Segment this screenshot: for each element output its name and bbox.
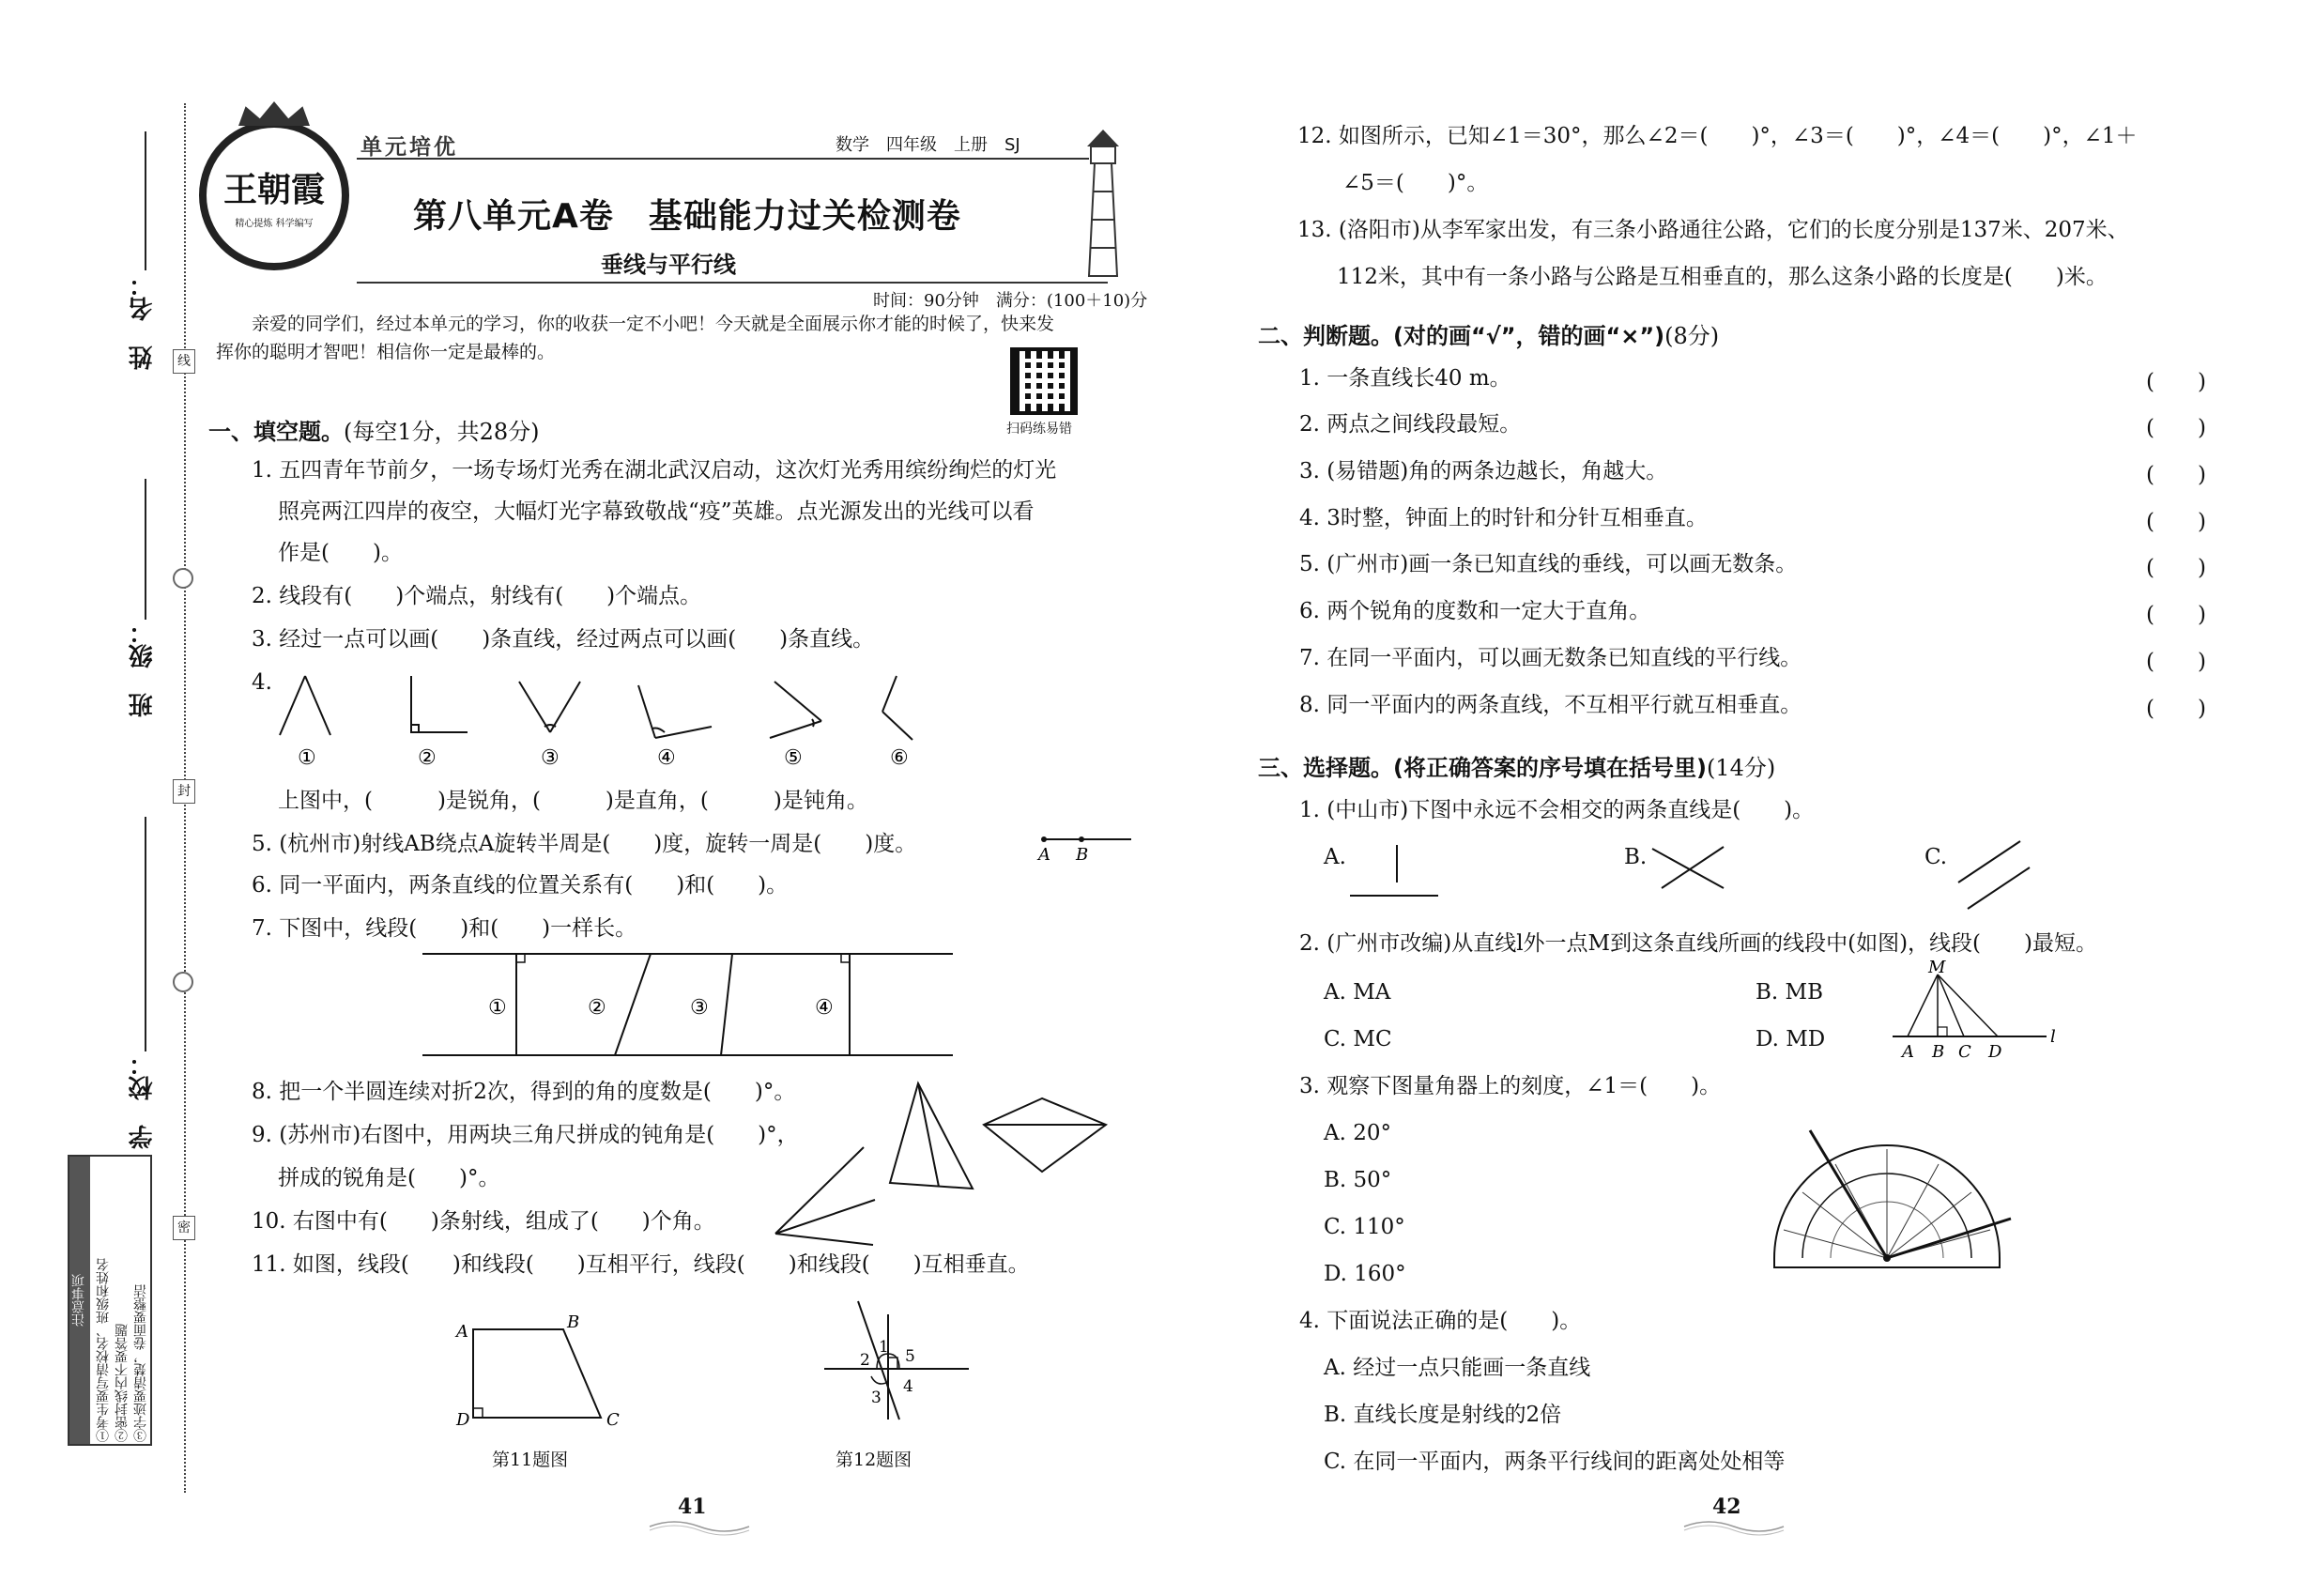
series-badge: 单元培优 (360, 135, 458, 160)
judge-answer-4[interactable]: ( ) (2146, 510, 2206, 534)
judge-5: 5. (广州市)画一条已知直线的垂线，可以画无数条。 (1299, 552, 1798, 576)
section-3-heading: 三、选择题。(将正确答案的序号填在括号里)(14分) (1258, 755, 1776, 781)
q7-label-3: ③ (690, 996, 709, 1020)
choice-2-line-l: l (2050, 1027, 2056, 1047)
page-42-ornament (1682, 1517, 1786, 1536)
judge-answer-5[interactable]: ( ) (2146, 556, 2206, 580)
q7[interactable]: 7. 下图中，线段( )和( )一样长。 (252, 916, 637, 941)
q5-point-b: B (1076, 845, 1089, 865)
judge-answer-3[interactable]: ( ) (2146, 463, 2206, 487)
choice-3-option-b[interactable]: B. 50° (1324, 1168, 1392, 1192)
choice-3-option-a[interactable]: A. 20° (1324, 1121, 1391, 1145)
seal-mark-3: 密 (173, 1216, 195, 1240)
fig12-num-1: 1 (879, 1338, 889, 1357)
protractor-figure (1765, 1136, 2009, 1277)
q7-label-2: ② (588, 996, 606, 1020)
q10-rays-figure (770, 1143, 958, 1256)
page-number-41: 41 (678, 1495, 707, 1519)
choice-2-option-a[interactable]: A. MA (1324, 980, 1391, 1005)
choice-2-figure (1887, 958, 2065, 1067)
choice-4-option-c[interactable]: C. 在同一平面内，两条平行线间的距离处处相等 (1324, 1450, 1786, 1474)
fig12-num-2: 2 (860, 1351, 870, 1370)
notice-item-3: ③字迹要清楚，卷面要整洁 (133, 1284, 148, 1442)
choice-1-option-a[interactable]: A. (1324, 845, 1346, 869)
q7-label-1: ① (488, 996, 507, 1020)
judge-answer-2[interactable]: ( ) (2146, 416, 2206, 440)
choice-1-figure-c (1953, 837, 2047, 913)
q13-line-2[interactable]: 112米，其中有一条小路与公路是互相垂直的，那么这条小路的长度是( )米。 (1337, 265, 2108, 289)
choice-1-figure-b (1648, 843, 1742, 899)
q9-line-2[interactable]: 拼成的锐角是( )°。 (278, 1166, 500, 1190)
q5-point-a: A (1038, 845, 1050, 865)
choice-2-option-b[interactable]: B. MB (1756, 980, 1823, 1005)
q7-label-4: ④ (815, 996, 834, 1020)
intro-line-2: 挥你的聪明才智吧！相信你一定是最棒的。 (216, 342, 556, 362)
judge-8: 8. 同一平面内的两条直线，不互相平行就互相垂直。 (1299, 693, 1802, 717)
choice-1-option-c[interactable]: C. (1924, 845, 1948, 869)
choice-3-option-c[interactable]: C. 110° (1324, 1215, 1405, 1239)
choice-3-option-d[interactable]: D. 160° (1324, 1262, 1406, 1286)
q4-angle-6 (882, 676, 912, 740)
q4-angle-5 (770, 682, 821, 738)
fig11-caption: 第11题图 (492, 1450, 569, 1470)
q4-label-5: ⑤ (784, 746, 803, 770)
q1-line-2: 照亮两江四岸的夜空，大幅灯光字幕致敬战“疫”英雄。点光源发出的光线可以看 (278, 499, 1035, 524)
choice-1-option-b[interactable]: B. (1624, 845, 1648, 869)
school-label: 学 校： (129, 1051, 157, 1149)
section-2-heading: 二、判断题。(对的画“√”，错的画“×”)(8分) (1258, 323, 1720, 349)
judge-2: 2. 两点之间线段最短。 (1299, 412, 1522, 437)
intro-line-1: 亲爱的同学们，经过本单元的学习，你的收获一定不小吧！今天就是全面展示你才能的时候了，快来发 (252, 314, 1055, 334)
q4-answer[interactable]: 上图中，( )是锐角，( )是直角，( )是钝角。 (278, 789, 868, 813)
seal-circle-2 (173, 972, 193, 992)
notice-box (68, 1155, 152, 1446)
q10[interactable]: 10. 右图中有( )条射线，组成了( )个角。 (252, 1209, 715, 1234)
fig11-point-b: B (567, 1312, 580, 1332)
exam-title: 第八单元A卷 基础能力过关检测卷 (413, 197, 961, 236)
q5-ray-figure (1033, 826, 1136, 864)
fig11-trapezoid (451, 1314, 638, 1436)
choice-2-point-m: M (1928, 958, 1946, 977)
choice-2-point-c: C (1958, 1042, 1971, 1062)
choice-2-option-d[interactable]: D. MD (1756, 1027, 1826, 1051)
judge-6: 6. 两个锐角的度数和一定大于直角。 (1299, 599, 1651, 623)
q4-label-3: ③ (541, 746, 560, 770)
judge-7: 7. 在同一平面内，可以画无数条已知直线的平行线。 (1299, 646, 1802, 670)
title-underline (357, 282, 1108, 284)
book-meta: 数学 四年级 上册 SJ (836, 135, 1020, 155)
fig12-num-5: 5 (905, 1347, 915, 1366)
q1-line-3[interactable]: 作是( )。 (278, 541, 403, 565)
qr-caption: 扫码练易错 (1006, 422, 1072, 437)
q11[interactable]: 11. 如图，线段( )和线段( )互相平行，线段( )和线段( )互相垂直。 (252, 1252, 1030, 1277)
choice-4-option-b[interactable]: B. 直线长度是射线的2倍 (1324, 1403, 1562, 1427)
time-score: 时间：90分钟 满分：(100＋10)分 (873, 291, 1148, 311)
choice-1-figure-a (1348, 843, 1442, 899)
name-field[interactable] (145, 131, 146, 270)
header-rule (357, 158, 1089, 160)
seal-circle-1 (173, 568, 193, 589)
q4-label-4: ④ (657, 746, 676, 770)
page-41-ornament (648, 1517, 751, 1536)
judge-4: 4. 3时整，钟面上的时针和分针互相垂直。 (1299, 506, 1708, 530)
qr-code[interactable] (1010, 347, 1078, 415)
seal-mark-1: 线 (173, 349, 195, 374)
judge-answer-7[interactable]: ( ) (2146, 650, 2206, 674)
q4-angle-4 (638, 685, 712, 738)
judge-answer-6[interactable]: ( ) (2146, 603, 2206, 627)
q4-angle-3 (519, 682, 580, 732)
choice-2-point-a: A (1902, 1042, 1914, 1062)
class-label: 班 级： (129, 620, 157, 717)
choice-2-point-d: D (1988, 1042, 2002, 1062)
q3[interactable]: 3. 经过一点可以画( )条直线，经过两点可以画( )条直线。 (252, 627, 875, 652)
brand-logo (199, 120, 349, 270)
notice-item-1: ①考生要写清校名、班级和姓名 (96, 1258, 111, 1442)
q12-line-1[interactable]: 12. 如图所示，已知∠1＝30°，那么∠2＝( )°，∠3＝( )°，∠4＝( )°，∠1＋ (1297, 124, 2138, 148)
fig12-angles (819, 1297, 978, 1429)
choice-2[interactable]: 2. (广州市改编)从直线l外一点M到这条直线所画的线段中(如图)，线段( )最短。 (1299, 931, 2098, 956)
fig11-point-c: C (606, 1410, 620, 1430)
fig12-num-4: 4 (903, 1377, 913, 1396)
q7-segments-figure (422, 950, 958, 1063)
q8[interactable]: 8. 把一个半圆连续对折2次，得到的角的度数是( )°。 (252, 1080, 796, 1104)
class-field[interactable] (145, 479, 146, 620)
q4-label-6: ⑥ (890, 746, 909, 770)
section-1-heading: 一、填空题。(每空1分，共28分) (208, 419, 540, 445)
choice-1[interactable]: 1. (中山市)下图中永远不会相交的两条直线是( )。 (1299, 798, 1815, 822)
q12-line-2[interactable]: ∠5＝( )°。 (1342, 171, 1489, 195)
q1-line-1: 1. 五四青年节前夕，一场专场灯光秀在湖北武汉启动，这次灯光秀用缤纷绚烂的灯光 (252, 458, 1057, 483)
q6[interactable]: 6. 同一平面内，两条直线的位置关系有( )和( )。 (252, 873, 789, 898)
q4-label-1: ① (298, 746, 316, 770)
choice-2-option-c[interactable]: C. MC (1324, 1027, 1392, 1051)
q9-line-1[interactable]: 9. (苏州市)右图中，用两块三角尺拼成的钝角是( )°， (252, 1123, 799, 1147)
q4-label-2: ② (418, 746, 437, 770)
seal-mark-2: 封 (173, 779, 195, 804)
logo-sub: 精心提炼 科学编写 (235, 219, 314, 229)
fig11-point-d: D (456, 1410, 470, 1430)
q4-number: 4. (252, 670, 272, 695)
q5[interactable]: 5. (杭州市)射线AB绕点A旋转半周是( )度，旋转一周是( )度。 (252, 832, 917, 856)
fig11-point-a: A (456, 1322, 468, 1342)
choice-4[interactable]: 4. 下面说法正确的是( )。 (1299, 1309, 1582, 1333)
page-number-42: 42 (1712, 1495, 1741, 1519)
exam-subtitle: 垂线与平行线 (601, 252, 736, 278)
logo-crown-icon (238, 101, 310, 126)
q4-angle-1 (280, 676, 330, 735)
name-label: 姓 名： (129, 272, 157, 370)
judge-answer-1[interactable]: ( ) (2146, 370, 2206, 394)
lighthouse-icon (1070, 126, 1136, 285)
q13-line-1: 13. (洛阳市)从李军家出发，有三条小路通往公路，它们的长度分别是137米、207米、 (1297, 218, 2129, 242)
q2[interactable]: 2. 线段有( )个端点，射线有( )个端点。 (252, 584, 702, 608)
q4-angle-2 (411, 676, 468, 732)
judge-answer-8[interactable]: ( ) (2146, 697, 2206, 721)
choice-2-point-b: B (1932, 1042, 1945, 1062)
fig12-caption: 第12题图 (836, 1450, 912, 1470)
q4-angles-figure (263, 665, 976, 768)
choice-4-option-a[interactable]: A. 经过一点只能画一条直线 (1324, 1356, 1591, 1380)
notice-title: 注意事项 (69, 1157, 90, 1444)
judge-1: 1. 一条直线长40 m。 (1299, 366, 1511, 391)
choice-3[interactable]: 3. 观察下图量角器上的刻度，∠1＝( )。 (1299, 1074, 1722, 1098)
fig12-num-3: 3 (871, 1389, 882, 1407)
notice-item-2: ②密封线内不要答题 (115, 1324, 130, 1442)
logo-text: 王朝霞 (222, 170, 325, 209)
judge-3: 3. (易错题)角的两条边越长，角越大。 (1299, 459, 1668, 483)
school-field[interactable] (145, 817, 146, 1051)
